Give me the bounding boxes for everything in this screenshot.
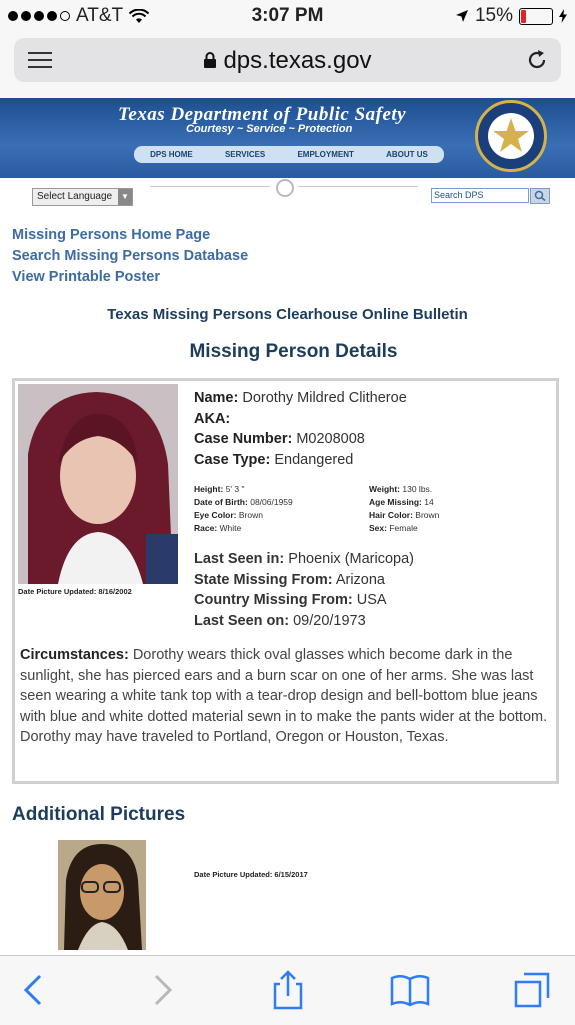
age-missing-label: Age Missing: (369, 497, 422, 507)
address-bar[interactable] (14, 38, 561, 82)
language-select[interactable] (32, 188, 133, 206)
carrier-label: AT&T (76, 5, 124, 26)
case-number-label: Case Number: (194, 431, 293, 447)
link-printable-poster[interactable]: View Printable Poster (12, 269, 161, 285)
height-value: 5' 3 " (225, 484, 245, 494)
search-input[interactable]: Search DPS (431, 188, 529, 203)
browser-chrome (0, 32, 575, 99)
eye-color-field (194, 510, 263, 520)
nav-employment[interactable]: EMPLOYMENT (297, 150, 354, 159)
age-missing-field (369, 497, 434, 507)
circumstances-label: Circumstances: (20, 647, 129, 663)
last-seen-in-value: Phoenix (Maricopa) (288, 551, 415, 567)
country-label: Country Missing From: (194, 592, 353, 608)
nav-services[interactable]: SERVICES (224, 150, 266, 159)
nav-about-us[interactable]: ABOUT US (386, 150, 428, 159)
url-display[interactable] (14, 47, 561, 75)
url-text: dps.texas.gov (223, 47, 372, 74)
status-right (455, 5, 567, 27)
tabs-icon[interactable] (512, 970, 552, 1010)
dob-value: 08/06/1959 (250, 497, 293, 507)
last-seen-on-value: 09/20/1973 (293, 612, 366, 629)
last-seen-on-label: Last Seen on: (194, 612, 290, 629)
race-field (194, 523, 241, 533)
aka-label: AKA: (194, 410, 231, 427)
dob-field (194, 497, 293, 507)
additional-photo-caption: Date Picture Updated: 6/15/2017 (194, 870, 308, 879)
case-number-value: M0208008 (296, 431, 365, 447)
last-seen-info (194, 549, 414, 631)
weight-value: 130 lbs. (402, 484, 433, 494)
eye-color-label: Eye Color: (194, 510, 237, 520)
sex-label: Sex: (369, 523, 387, 533)
search-icon (531, 189, 549, 203)
last-seen-in-label: Last Seen in: (194, 551, 285, 567)
link-search-database[interactable]: Search Missing Persons Database (12, 248, 249, 264)
site-title: Texas Department of Public Safety (118, 104, 407, 125)
hair-color-value: Brown (415, 510, 440, 520)
location-icon (455, 9, 469, 23)
age-missing-value: 14 (424, 497, 434, 507)
page-links (12, 227, 248, 290)
bookmarks-icon[interactable] (390, 970, 430, 1010)
divider (298, 186, 418, 187)
link-missing-persons-home[interactable]: Missing Persons Home Page (12, 227, 211, 243)
status-bar (0, 0, 575, 32)
reload-icon[interactable] (525, 48, 549, 72)
share-icon[interactable] (268, 970, 308, 1010)
back-icon[interactable] (16, 970, 56, 1010)
circumstances (20, 645, 560, 748)
lock-icon (203, 52, 217, 69)
charging-icon (559, 9, 567, 23)
nav-dps-home[interactable]: DPS HOME (150, 150, 193, 159)
race-value: White (219, 523, 242, 533)
gear-icon (276, 179, 294, 197)
state-label: State Missing From: (194, 571, 333, 588)
case-type-value: Endangered (274, 451, 354, 468)
name-value: Dorothy Mildred Clitheroe (242, 390, 407, 406)
photo-caption: Date Picture Updated: 8/16/2002 (18, 587, 132, 596)
race-label: Race: (194, 523, 218, 533)
weight-label: Weight: (369, 484, 401, 494)
height-field (194, 484, 244, 494)
state-value: Arizona (335, 571, 385, 588)
forward-icon[interactable] (140, 970, 180, 1010)
dob-label: Date of Birth: (194, 497, 248, 507)
search-button[interactable] (530, 188, 550, 204)
hair-color-field (369, 510, 439, 520)
country-value: USA (356, 592, 387, 608)
status-time: 3:07 PM (251, 5, 324, 26)
language-select-label: Select Language (37, 191, 113, 202)
browser-toolbar (0, 955, 575, 1025)
bulletin-title: Texas Missing Persons Clearhouse Online Bulletin (107, 306, 468, 323)
site-subtitle: Courtesy ~ Service ~ Protection (186, 123, 353, 135)
dps-seal-logo[interactable] (475, 100, 547, 172)
additional-pictures-title: Additional Pictures (12, 804, 186, 825)
case-type-label: Case Type: (194, 451, 271, 468)
name-label: Name: (194, 390, 239, 406)
chevron-down-icon: ▼ (118, 189, 132, 205)
person-photo[interactable] (18, 384, 178, 584)
additional-photo[interactable] (58, 840, 146, 950)
divider (150, 186, 270, 187)
site-nav (134, 146, 444, 163)
battery-percent: 15% (474, 5, 513, 26)
eye-color-value: Brown (238, 510, 263, 520)
page-title: Missing Person Details (189, 341, 398, 362)
battery-icon (519, 8, 553, 25)
hair-color-label: Hair Color: (369, 510, 413, 520)
sex-field (369, 523, 418, 533)
person-info (194, 388, 407, 470)
weight-field (369, 484, 432, 494)
circumstances-text: Dorothy wears thick oval glasses which become dark in the sunlight, she has pierced ears and a burn scar on one of her arms. She was last seen wearing a white tank top with a tear-drop design and bell-bottom blue jeans with blue and white dotted material sewn in to make the pants wider at the bottom. Dorothy may have traveled to Portland, Oregon or Houston, Texas. (20, 647, 548, 746)
sex-value: Female (389, 523, 418, 533)
height-label: Height: (194, 484, 224, 494)
